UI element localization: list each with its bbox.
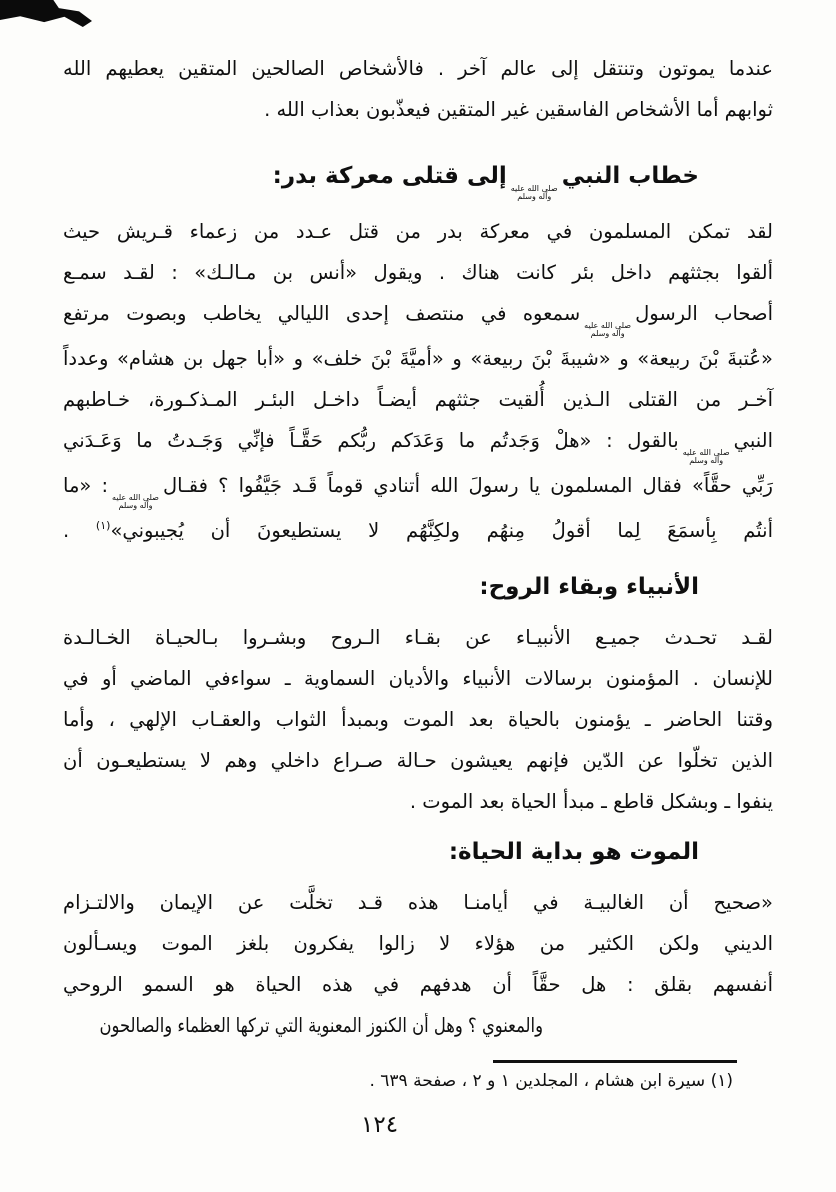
paragraph-line: الديني ولكن الكثير من هؤلاء لا زالوا يفكرون بلغز الموت ويسـألون [63, 932, 773, 955]
section-heading-death-beginning: الموت هو بداية الحياة: [448, 839, 699, 865]
prophet-seal-icon [683, 449, 730, 465]
seal-top-text: صلى الله عليه [510, 184, 558, 193]
paragraph-badr [63, 211, 773, 551]
paragraph-line: أنفسهم بقلق : هل حقَّاً أن هدفهم في هذه الحياة هو السمو الروحي [63, 973, 773, 996]
seal-bottom-text: وآله وسلم [590, 329, 625, 338]
paragraph-line: «صحيح أن الغالبيـة في أيامنـا هذه قـد تخلَّت عن الإيمان والالتـزام [63, 891, 773, 914]
prophet-seal-icon [112, 494, 159, 510]
section-heading-prophets-soul: الأنبياء وبقاء الروح: [479, 574, 699, 600]
footnote: (١) سيرة ابن هشام ، المجلدين ١ و ٢ ، صفحة ٦٣٩ . [369, 1071, 733, 1091]
seal-top-text: صلى الله عليه [682, 448, 730, 457]
paragraph-intro [63, 48, 773, 130]
paragraph-line: لقـد تحـدث جميـع الأنبيـاء عن بقـاء الـروح وبشـروا بـالحيـاة الخـالـدة [63, 626, 773, 649]
paragraph-line: لقد تمكن المسلمون في معركة بدر من قتل عـدد من زعماء قـريش حيث [63, 220, 773, 243]
seal-bottom-text: وآله وسلم [118, 501, 153, 510]
paragraph-line: «عُتبةَ بْنَ ربيعة» و «شيبةَ بْنَ ربيعة» و «أميَّةَ بْنَ خلف» و «أبا جهل بن هشام» وعدداً [63, 347, 773, 370]
line-text: بالقول : «هلْ وَجَدتُم ما وَعَدَكم ربُّكم حَقَّـاً فإنِّي وَجَـدتُ ما وَعَـدَني [63, 429, 679, 452]
heading-text: خطاب النبي [561, 163, 699, 189]
paragraph-line: ثوابهم أما الأشخاص الفاسقين غير المتقين فيعذّبون بعذاب الله . [264, 98, 773, 121]
section-heading-badr [63, 156, 699, 201]
line-text: أنتُم بِأسمَعَ لِما أقولُ مِنهُم ولكِنَّهُم لا يستطيعونَ أن يُجيبوني» [110, 519, 774, 542]
line-text: أصحاب الرسول [635, 302, 773, 325]
seal-top-text: صلى الله عليه [112, 493, 159, 502]
paragraph-line: الذين تخلّوا عن الدّين فإنهم يعيشون حـالة صـراع داخلي وهم لا يستطيعـون أن [63, 749, 773, 772]
seal-bottom-text: وآله وسلم [689, 456, 724, 465]
paragraph-death-quote [63, 882, 773, 1046]
paragraph-line: وقتنا الحاضر ـ يؤمنون بالحياة بعد الموت وبمبدأ الثواب والعقـاب الإلهي ، وأما [63, 708, 773, 731]
footnote-rule [493, 1060, 737, 1063]
paragraph-line [63, 510, 773, 551]
paragraph-line: عندما يموتون وتنتقل إلى عالم آخر . فالأشخاص الصالحين المتقين يعطيهم الله [63, 57, 773, 80]
prophet-seal-icon [584, 322, 631, 338]
heading-text: إلى قتلى معركة بدر: [272, 163, 507, 189]
line-text: والمعنوي ؟ وهل أن الكنوز المعنوية التي تركها العظماء والصالحون [99, 1014, 543, 1037]
line-text: سمعوه في منتصف إحدى الليالي يخاطب وبصوت مرتفع [63, 302, 581, 325]
footnote-marker: (١) [95, 519, 111, 532]
seal-bottom-text: وآله وسلم [517, 192, 552, 201]
line-text: النبي [733, 429, 773, 452]
paragraph-line [63, 465, 773, 510]
line-text: : «ما [63, 474, 109, 497]
paragraph-line: ألقوا بجثثهم داخل بئر كانت هناك . ويقول «أنس بن مـالـك» : لقـد سمـع [63, 261, 773, 284]
prophet-seal-icon [511, 185, 558, 201]
paragraph-line [63, 293, 773, 338]
line-text: رَبِّي حقَّاً» فقال المسلمون يا رسولَ الله أتنادي قوماً قَـد جَيَّفُوا ؟ فقـال [162, 474, 773, 497]
paragraph-line: ينفوا ـ وبشكل قاطع ـ مبدأ الحياة بعد الموت . [409, 790, 773, 813]
paragraph-line: للإنسان . المؤمنون برسالات الأنبياء والأديان السماوية ـ سواءفي الماضي أو في [63, 667, 773, 690]
paragraph-line [63, 420, 773, 465]
paragraph-prophets [63, 617, 773, 822]
paragraph-line: آخـر من القتلى الـذين أُلقيت جثثهم أيضـاً داخـل البئـر المـذكـورة، خـاطبهم [63, 388, 773, 411]
seal-top-text: صلى الله عليه [584, 321, 632, 330]
paragraph-line [63, 1005, 543, 1046]
page-number: ١٢٤ [361, 1112, 399, 1138]
line-text: . [63, 519, 96, 542]
